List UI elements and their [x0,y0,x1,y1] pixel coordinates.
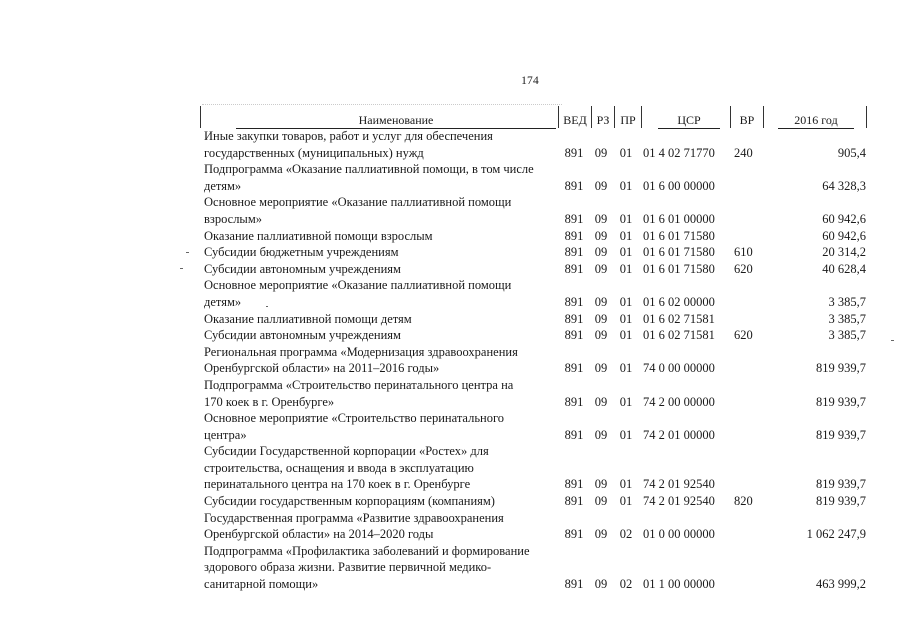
page-number: 174 [521,75,539,87]
table-row [196,161,872,194]
row-rz: 09 [594,328,608,343]
row-pr: 01 [619,294,633,309]
row-pr: 01 [619,427,633,442]
row-sum: 60 942,6 [822,211,866,226]
scan-speck [186,252,189,253]
row-csr: 01 6 01 71580 [643,261,715,276]
row-pr: 01 [619,245,633,260]
row-rz: 09 [594,494,608,509]
row-rz: 09 [594,477,608,492]
table-row [196,510,872,543]
row-name: Основное мероприятие «Строительство перинатального центра» [204,411,505,442]
row-csr: 74 2 00 00000 [643,394,715,409]
header-divider [763,106,764,128]
header-divider [614,106,615,128]
header-rz: РЗ [596,113,610,127]
row-rz: 09 [594,145,608,160]
header-divider [866,106,867,128]
row-vr: 620 [734,261,753,276]
row-sum: 3 385,7 [828,294,866,309]
table-row [196,344,872,377]
row-pr: 02 [619,577,633,592]
row-rz: 09 [594,311,608,326]
row-pr: 01 [619,494,633,509]
row-ved: 891 [564,145,584,160]
table-row [196,128,872,161]
row-pr: 01 [619,328,633,343]
row-csr: 01 6 01 71580 [643,245,715,260]
row-csr: 01 6 00 00000 [643,178,715,193]
row-rz: 09 [594,394,608,409]
row-name: Подпрограмма «Строительство перинатального центра на 170 коек в г. Оренбурге» [204,377,514,409]
row-csr: 74 2 01 00000 [643,427,715,442]
row-name: Подпрограмма «Профилактика заболеваний и формирование здорового образа жизни. Развитие первичной медико-санитарной помощи» [204,543,530,592]
row-ved: 891 [564,394,584,409]
row-ved: 891 [564,294,584,309]
row-name: Субсидии бюджетным учреждениям [204,245,399,260]
header-pr: ПР [620,113,636,127]
row-ved: 891 [564,178,584,193]
row-name: Региональная программа «Модернизация здравоохранения Оренбургской области» на 2011–2016 годы» [204,344,518,376]
header-divider [200,106,201,128]
row-sum: 819 939,7 [816,494,866,509]
row-csr: 01 1 00 00000 [643,577,715,592]
row-csr: 74 0 00 00000 [643,361,715,376]
row-csr: 74 2 01 92540 [643,494,715,509]
row-csr: 01 6 01 00000 [643,211,715,226]
row-name: Субсидии автономным учреждениям [204,261,401,276]
row-csr: 74 2 01 92540 [643,477,715,492]
header-divider [558,106,559,128]
row-sum: 819 939,7 [816,394,866,409]
row-name: Государственная программа «Развитие здравоохранения Оренбургской области» на 2014–2020 годы [204,510,504,542]
row-ved: 891 [564,261,584,276]
row-rz: 09 [594,527,608,542]
row-rz: 09 [594,228,608,243]
row-rz: 09 [594,427,608,442]
header-ved: ВЕД [563,113,587,127]
scan-speck [266,306,268,307]
row-rz: 09 [594,577,608,592]
row-sum: 819 939,7 [816,361,866,376]
row-csr: 01 4 02 71770 [643,145,715,160]
row-sum: 3 385,7 [828,311,866,326]
header-divider [641,106,642,128]
row-sum: 463 999,2 [816,577,866,592]
table-row [196,261,872,278]
header-year: 2016 год [778,112,854,129]
table-row [196,377,872,410]
row-ved: 891 [564,228,584,243]
row-name: Субсидии государственным корпорациям (компаниям) [204,494,495,509]
table-row [196,493,872,510]
row-ved: 891 [564,361,584,376]
row-sum: 20 314,2 [822,245,866,260]
row-csr: 01 6 02 71581 [643,328,715,343]
row-sum: 40 628,4 [822,261,866,276]
row-ved: 891 [564,311,584,326]
row-ved: 891 [564,477,584,492]
row-vr: 240 [734,145,753,160]
row-pr: 01 [619,228,633,243]
row-csr: 01 0 00 00000 [643,527,715,542]
row-vr: 610 [734,245,753,260]
row-sum: 1 062 247,9 [806,527,866,542]
scan-speck [180,268,183,269]
table-row [196,228,872,245]
header-divider [591,106,592,128]
table-row [196,327,872,344]
row-ved: 891 [564,577,584,592]
table-row [196,311,872,328]
row-rz: 09 [594,245,608,260]
row-rz: 09 [594,361,608,376]
row-pr: 01 [619,477,633,492]
row-sum: 819 939,7 [816,427,866,442]
row-csr: 01 6 02 71581 [643,311,715,326]
row-csr: 01 6 02 00000 [643,294,715,309]
row-pr: 02 [619,527,633,542]
table-row [196,244,872,261]
row-rz: 09 [594,294,608,309]
row-sum: 819 939,7 [816,477,866,492]
row-pr: 01 [619,261,633,276]
row-name: Основное мероприятие «Оказание паллиативной помощи взрослым» [204,195,512,226]
header-name: Наименование [236,112,556,129]
row-ved: 891 [564,527,584,542]
row-sum: 64 328,3 [822,178,866,193]
row-pr: 01 [619,394,633,409]
row-pr: 01 [619,145,633,160]
table-body [196,128,872,593]
table-header [196,104,872,128]
row-name: Иные закупки товаров, работ и услуг для обеспечения государственных (муниципальных) нужд [204,129,493,160]
row-vr: 620 [734,328,753,343]
row-pr: 01 [619,361,633,376]
row-pr: 01 [619,311,633,326]
row-ved: 891 [564,245,584,260]
row-ved: 891 [564,328,584,343]
row-ved: 891 [564,211,584,226]
scan-speck [891,340,894,341]
row-rz: 09 [594,261,608,276]
row-sum: 60 942,6 [822,228,866,243]
row-name: Субсидии Государственной корпорации «Ростех» для строительства, оснащения и ввода в эксплуатацию перинатального центра на 170 коек в г. Оренбурге [204,444,489,492]
table-row [196,543,872,593]
row-pr: 01 [619,211,633,226]
row-vr: 820 [734,494,753,509]
table-row [196,194,872,227]
row-ved: 891 [564,427,584,442]
row-rz: 09 [594,211,608,226]
row-name: Оказание паллиативной помощи детям [204,311,412,326]
row-name: Подпрограмма «Оказание паллиативной помощи, в том числе детям» [204,162,534,193]
header-vr: ВР [739,113,755,127]
row-ved: 891 [564,494,584,509]
row-name: Субсидии автономным учреждениям [204,328,401,343]
row-name: Оказание паллиативной помощи взрослым [204,228,433,243]
row-sum: 3 385,7 [828,328,866,343]
row-csr: 01 6 01 71580 [643,228,715,243]
header-csr: ЦСР [658,112,720,129]
table-row [196,410,872,443]
table-row [196,277,872,310]
row-sum: 905,4 [837,145,866,160]
row-rz: 09 [594,178,608,193]
table-row [196,443,872,493]
row-name: Основное мероприятие «Оказание паллиативной помощи детям» [204,278,512,309]
header-divider [730,106,731,128]
budget-table [196,104,872,593]
scan-artifact [202,104,562,111]
row-pr: 01 [619,178,633,193]
